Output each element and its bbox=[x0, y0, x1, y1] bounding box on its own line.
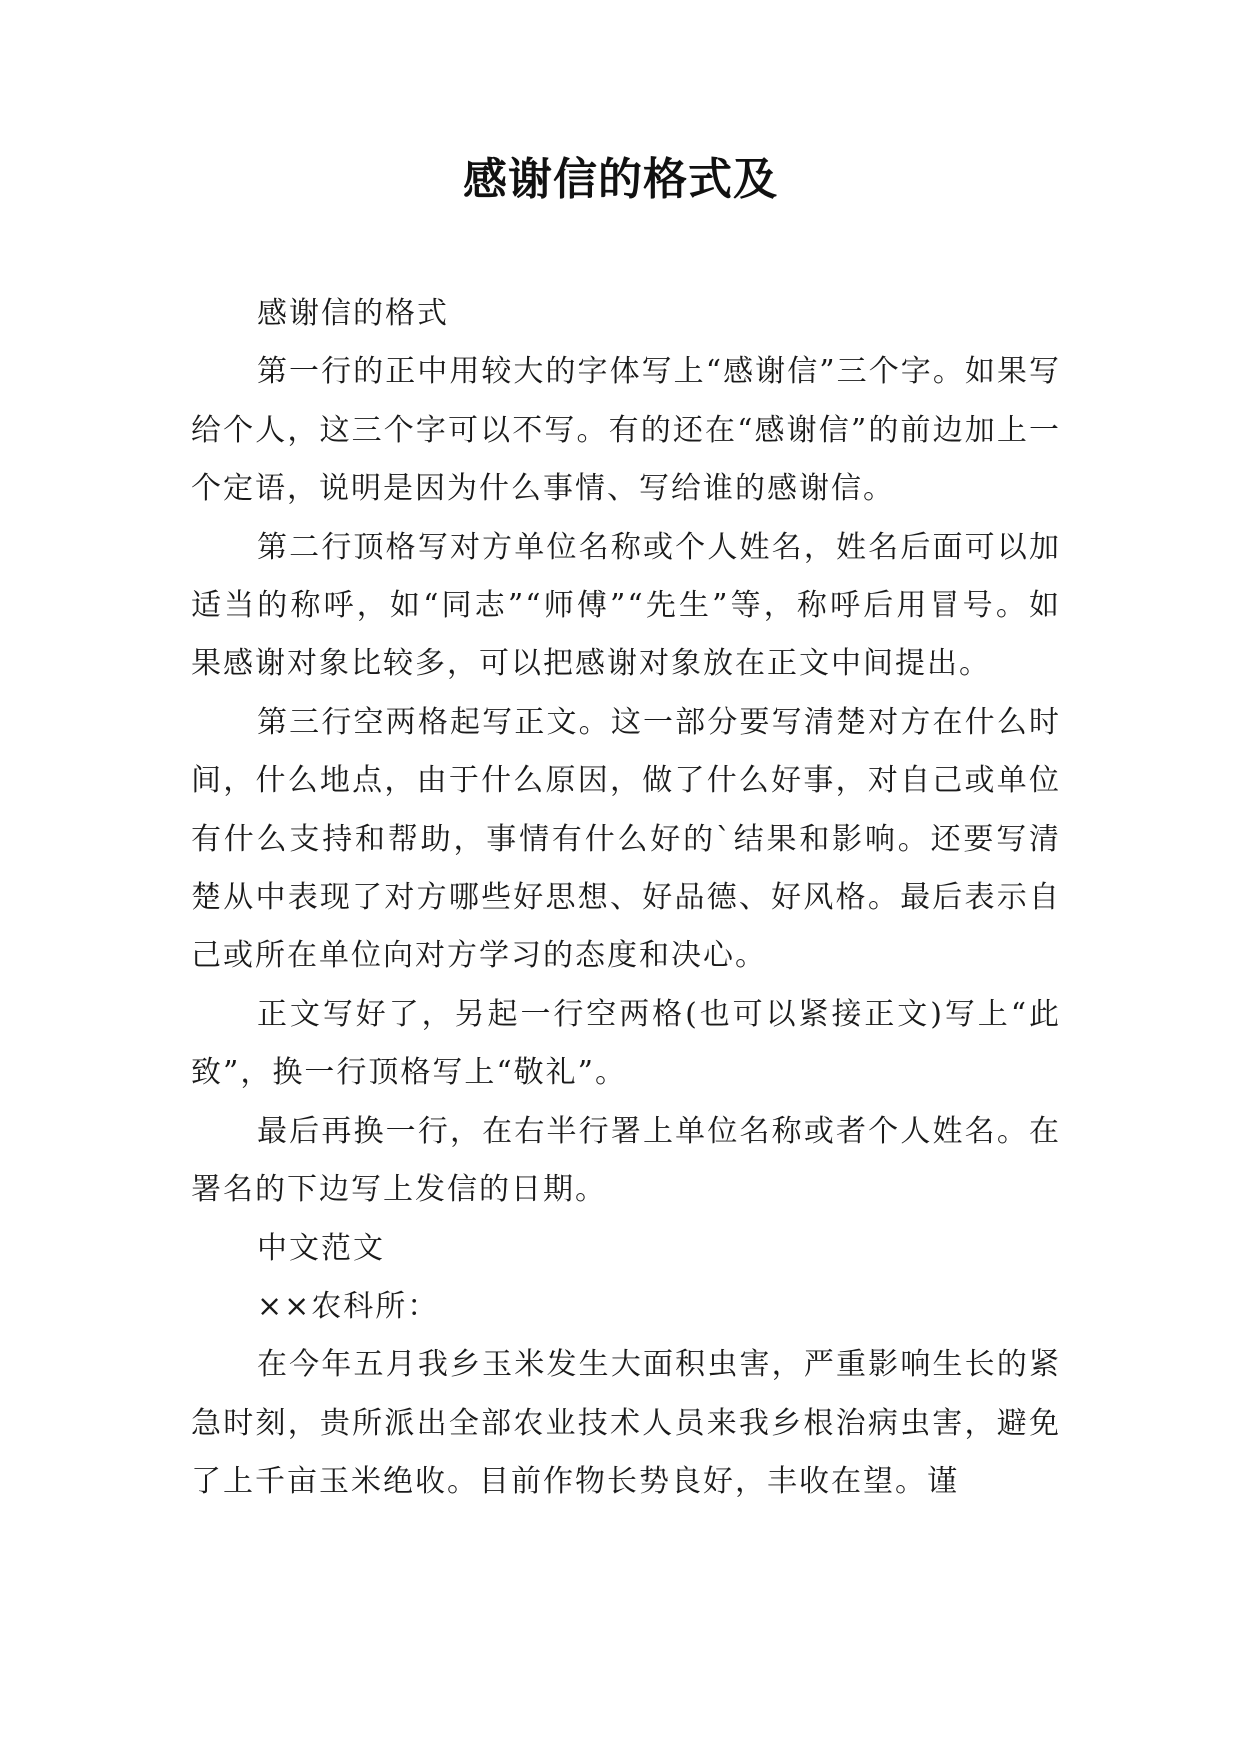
paragraph-sample-heading: 中文范文 bbox=[257, 1230, 385, 1266]
paragraph-second-line: 第二行顶格写对方单位名称或个人姓名，姓名后面可以加适当的称呼，如“同志”“师傅”“先生”等，称呼后用冒号。如果感谢对象比较多，可以把感谢对象放在正文中间提出。 bbox=[191, 529, 1061, 682]
paragraph-third-line: 第三行空两格起写正文。这一部分要写清楚对方在什么时间，什么地点，由于什么原因，做了什么好事，对自己或单位有什么支持和帮助，事情有什么好的`结果和影响。还要写清楚从中表现了对方哪些好思想、好品德、好风格。最后表示自己或所在单位向对方学习的态度和决心。 bbox=[191, 704, 1061, 974]
paragraph-first-line: 第一行的正中用较大的字体写上“感谢信”三个字。如果写给个人，这三个字可以不写。有的还在“感谢信”的前边加上一个定语，说明是因为什么事情、写给谁的感谢信。 bbox=[191, 354, 1061, 507]
paragraph-signature: 最后再换一行，在右半行署上单位名称或者个人姓名。在署名的下边写上发信的日期。 bbox=[191, 1113, 1061, 1208]
paragraph-salutation: ××农科所： bbox=[257, 1288, 440, 1324]
paragraph-closing: 正文写好了，另起一行空两格(也可以紧接正文)写上“此致”，换一行顶格写上“敬礼”。 bbox=[191, 996, 1061, 1091]
document-body bbox=[191, 285, 1061, 1512]
paragraph-format-heading: 感谢信的格式 bbox=[257, 296, 449, 331]
paragraph-sample-body: 在今年五月我乡玉米发生大面积虫害，严重影响生长的紧急时刻，贵所派出全部农业技术人员来我乡根治病虫害，避免了上千亩玉米绝收。目前作物长势良好，丰收在望。谨 bbox=[191, 1347, 1061, 1500]
document-title: 感谢信的格式及 bbox=[463, 154, 778, 205]
